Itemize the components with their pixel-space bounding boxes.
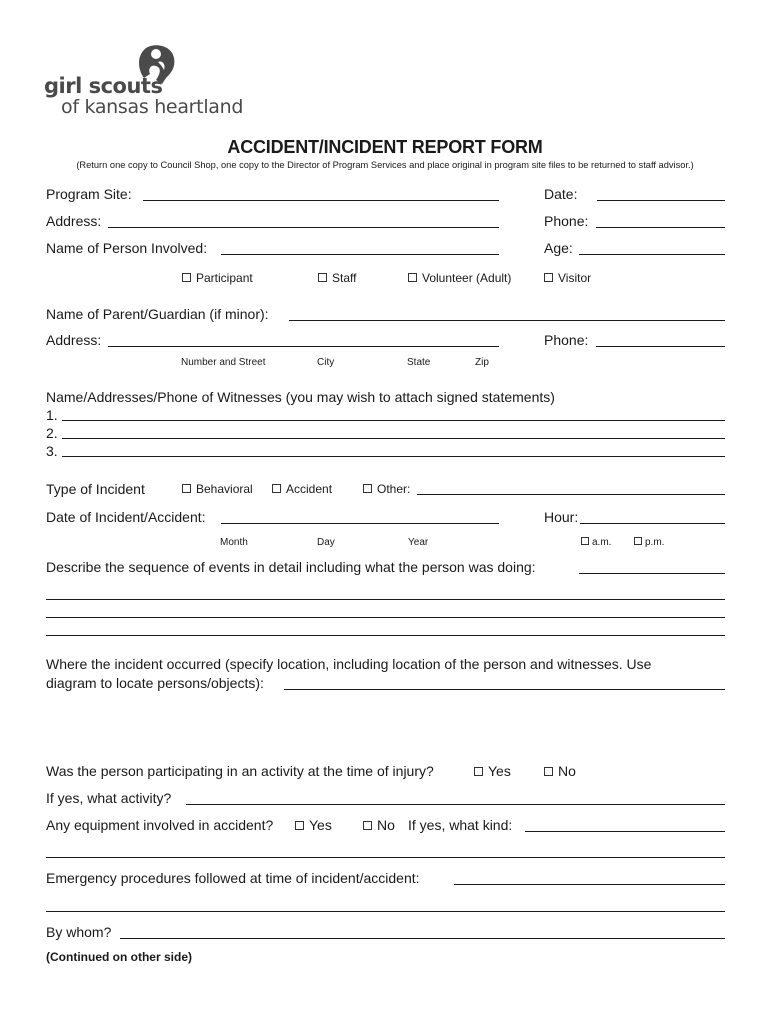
date-sub-year: Year: [408, 537, 429, 548]
checkbox-label: No: [377, 817, 395, 833]
by-whom-label: By whom?: [46, 924, 112, 940]
checkbox-participating-no[interactable]: [544, 763, 576, 779]
logo: [44, 44, 254, 122]
address-sub-state: State: [407, 357, 431, 368]
incident-type-label: Type of Incident: [46, 481, 145, 497]
logo-line2: of kansas heartland: [61, 96, 244, 118]
describe-label: Describe the sequence of events in detail including what the person was doing:: [46, 559, 536, 575]
checkbox-pm[interactable]: [634, 537, 664, 549]
emergency-field-2[interactable]: [46, 911, 725, 912]
name-person-label: Name of Person Involved:: [46, 240, 208, 256]
emergency-field-1[interactable]: [454, 884, 725, 885]
equipment-question: Any equipment involved in accident?: [46, 817, 274, 833]
address-field[interactable]: [108, 227, 499, 228]
checkbox-icon: [295, 821, 304, 830]
activity-label: If yes, what activity?: [46, 790, 172, 806]
checkbox-icon: [182, 273, 191, 282]
emergency-label: Emergency procedures followed at time of incident/accident:: [46, 870, 420, 886]
incident-date-field[interactable]: [221, 523, 499, 524]
address-sub-zip: Zip: [475, 357, 489, 368]
parent-phone-field[interactable]: [596, 346, 725, 347]
checkbox-icon: [408, 273, 417, 282]
witness-field-1[interactable]: [62, 420, 725, 421]
where-label-line1: Where the incident occurred (specify location, including location of the person and witnesses. Use: [46, 656, 652, 672]
witness-number-3: 3.: [46, 443, 58, 459]
equipment-kind-label: If yes, what kind:: [408, 817, 513, 833]
name-person-field[interactable]: [221, 254, 499, 255]
witness-number-2: 2.: [46, 425, 58, 441]
checkbox-label: Participant: [196, 271, 253, 285]
witness-field-3[interactable]: [62, 456, 725, 457]
address-label: Address:: [46, 213, 102, 229]
checkbox-label: Yes: [309, 817, 332, 833]
activity-field[interactable]: [186, 804, 725, 805]
checkbox-accident[interactable]: [272, 482, 332, 496]
checkbox-icon: [581, 537, 589, 545]
checkbox-icon: [474, 767, 483, 776]
date-field[interactable]: [597, 200, 725, 201]
parent-guardian-field[interactable]: [289, 320, 725, 321]
equipment-field-2[interactable]: [46, 857, 725, 858]
checkbox-label: No: [558, 763, 576, 779]
age-field[interactable]: [579, 254, 725, 255]
participating-question: Was the person participating in an activity at the time of injury?: [46, 763, 434, 779]
checkbox-behavioral[interactable]: [182, 482, 253, 496]
phone-field[interactable]: [596, 227, 725, 228]
program-site-label: Program Site:: [46, 186, 132, 202]
equipment-kind-field[interactable]: [525, 831, 725, 832]
checkbox-icon: [182, 484, 191, 493]
logo-line1: girl scouts: [44, 74, 163, 98]
parent-guardian-label: Name of Parent/Guardian (if minor):: [46, 306, 269, 322]
hour-label: Hour:: [544, 509, 579, 525]
parent-phone-label: Phone:: [544, 332, 589, 348]
date-sub-month: Month: [220, 537, 248, 548]
checkbox-visitor[interactable]: [544, 271, 591, 285]
checkbox-label: Yes: [488, 763, 511, 779]
checkbox-icon: [318, 273, 327, 282]
checkbox-staff[interactable]: [318, 271, 356, 285]
page-title: ACCIDENT/INCIDENT REPORT FORM: [227, 137, 543, 157]
by-whom-field[interactable]: [120, 938, 725, 939]
checkbox-icon: [272, 484, 281, 493]
witness-number-1: 1.: [46, 407, 58, 423]
checkbox-icon: [634, 537, 642, 545]
checkbox-participant[interactable]: [182, 271, 253, 285]
describe-field-2[interactable]: [46, 599, 725, 600]
checkbox-am[interactable]: [581, 537, 611, 549]
address-sub-city: City: [317, 357, 335, 368]
checkbox-label: Visitor: [558, 271, 592, 285]
age-label: Age:: [544, 240, 573, 256]
checkbox-equipment-no[interactable]: [363, 817, 395, 833]
witness-field-2[interactable]: [62, 438, 725, 439]
page-subtitle: (Return one copy to Council Shop, one copy to the Director of Program Services and place original in program site files to be returned to staff advisor.): [76, 160, 694, 170]
witnesses-label: Name/Addresses/Phone of Witnesses (you may wish to attach signed statements): [46, 389, 555, 405]
checkbox-icon: [363, 484, 372, 493]
incident-date-label: Date of Incident/Accident:: [46, 509, 206, 525]
checkbox-label: Accident: [286, 482, 333, 496]
checkbox-participating-yes[interactable]: [474, 763, 511, 779]
where-label-line2: diagram to locate persons/objects):: [46, 675, 264, 691]
checkbox-label: a.m.: [592, 537, 612, 548]
checkbox-icon: [544, 273, 553, 282]
program-site-field[interactable]: [143, 200, 499, 201]
describe-field-4[interactable]: [46, 635, 725, 636]
checkbox-label: Other:: [377, 482, 411, 496]
date-sub-day: Day: [317, 537, 335, 548]
checkbox-equipment-yes[interactable]: [295, 817, 332, 833]
parent-address-field[interactable]: [108, 346, 499, 347]
checkbox-volunteer[interactable]: [408, 271, 511, 285]
checkbox-label: Behavioral: [196, 482, 253, 496]
parent-address-label: Address:: [46, 332, 102, 348]
address-sub-street: Number and Street: [181, 357, 266, 368]
describe-field-1[interactable]: [579, 573, 725, 574]
checkbox-icon: [363, 821, 372, 830]
checkbox-label: Staff: [332, 271, 357, 285]
other-field[interactable]: [417, 494, 725, 495]
describe-field-3[interactable]: [46, 617, 725, 618]
continued-note: (Continued on other side): [46, 950, 192, 964]
checkbox-icon: [544, 767, 553, 776]
checkbox-other[interactable]: [363, 482, 410, 496]
checkbox-label: Volunteer (Adult): [422, 271, 512, 285]
hour-field[interactable]: [580, 523, 725, 524]
checkbox-label: p.m.: [645, 537, 665, 548]
where-field[interactable]: [284, 689, 725, 690]
date-label: Date:: [544, 186, 578, 202]
phone-label: Phone:: [544, 213, 589, 229]
